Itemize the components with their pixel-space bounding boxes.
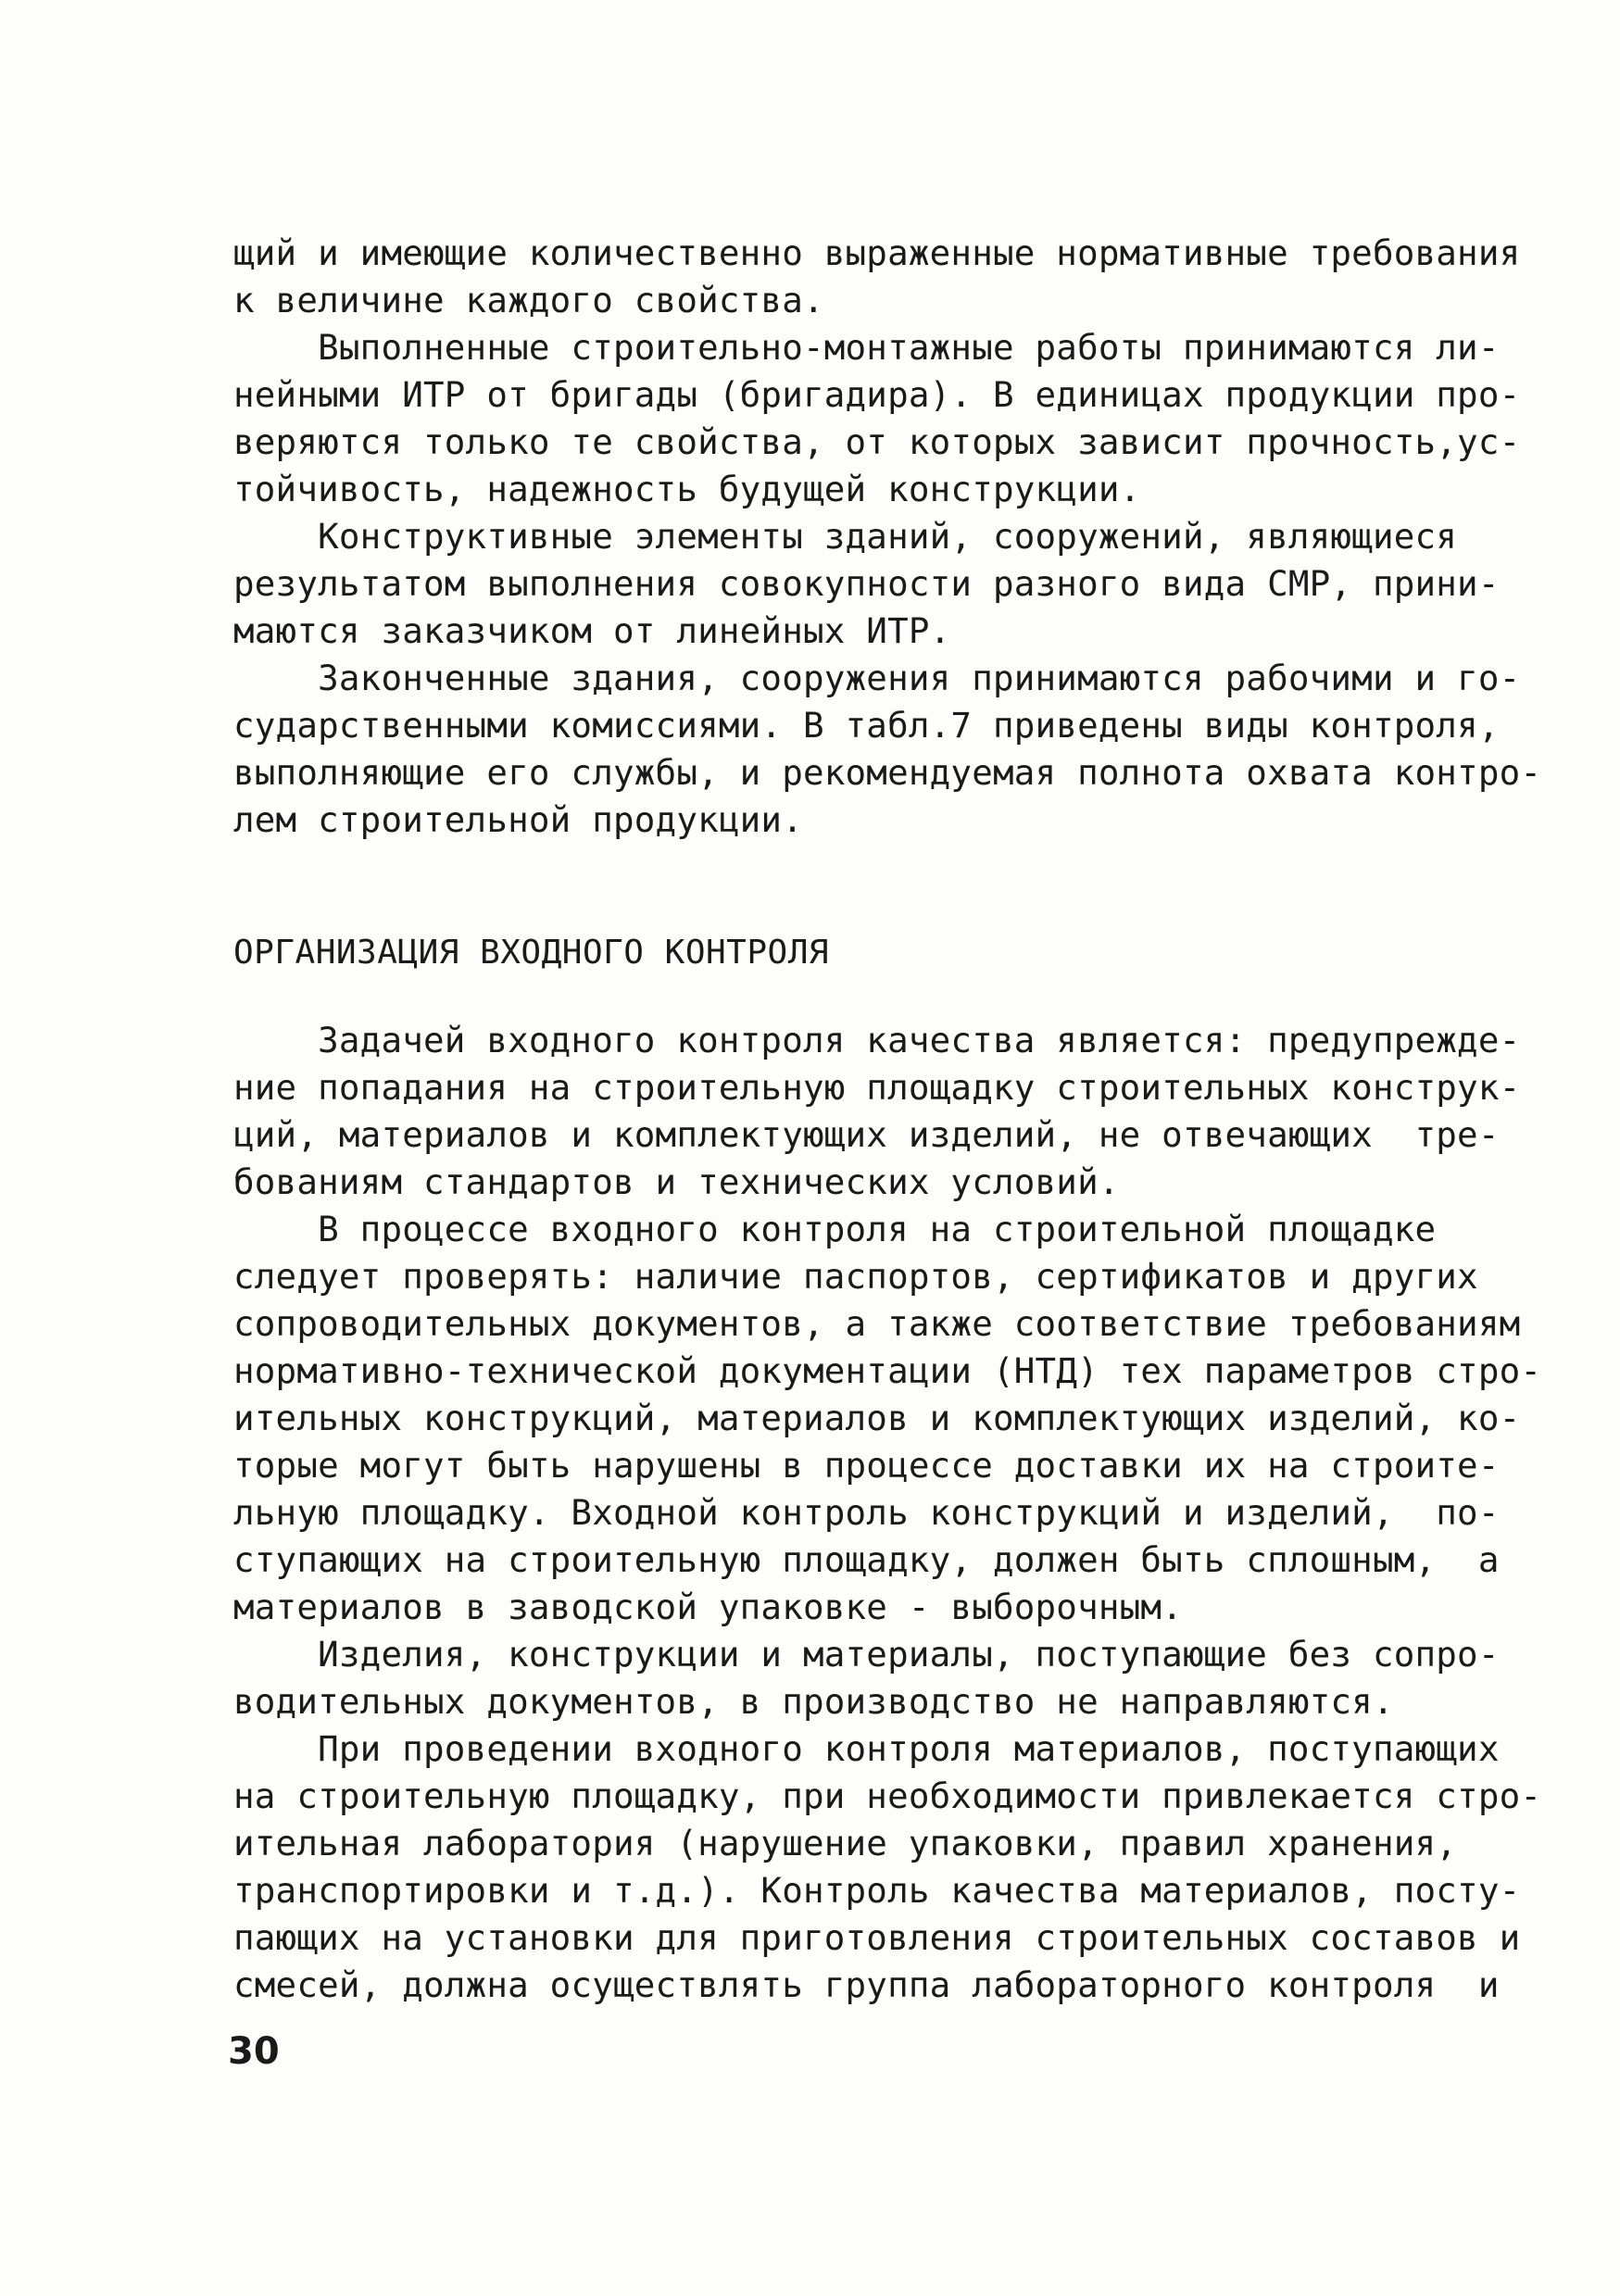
- text-line: пающих на установки для приготовления строительных составов и: [233, 1917, 1521, 1958]
- text-line: сударственными комиссиями. В табл.7 приведены виды контроля,: [233, 705, 1500, 746]
- text-line: льную площадку. Входной контроль конструкций и изделий, по-: [233, 1492, 1500, 1533]
- text-line: Выполненные строительно-монтажные работы принимаются ли-: [233, 327, 1500, 368]
- text-line: тойчивость, надежность будущей конструкции.: [233, 469, 1141, 509]
- text-line: Конструктивные элементы зданий, сооружений, являющиеся: [233, 516, 1458, 557]
- text-line: ступающих на строительную площадку, должен быть сплошным, а: [233, 1539, 1500, 1580]
- text-line: ительная лаборатория (нарушение упаковки, правил хранения,: [233, 1823, 1458, 1863]
- text-line: нейными ИТР от бригады (бригадира). В единицах продукции про-: [233, 374, 1521, 415]
- text-line: веряются только те свойства, от которых зависит прочность,ус-: [233, 421, 1521, 462]
- text-line: ительных конструкций, материалов и комплектующих изделий, ко-: [233, 1398, 1521, 1438]
- text-line: сопроводительных документов, а также соответствие требованиям: [233, 1303, 1521, 1344]
- text-line: Законченные здания, сооружения принимаются рабочими и го-: [233, 658, 1521, 698]
- text-line: ций, материалов и комплектующих изделий, не отвечающих тре-: [233, 1114, 1500, 1155]
- text-line: выполняющие его службы, и рекомендуемая полнота охвата контро-: [233, 752, 1542, 793]
- page-number: 30: [228, 2030, 280, 2073]
- text-line: бованиям стандартов и технических условий.: [233, 1161, 1120, 1202]
- text-line: Задачей входного контроля качества является: предупрежде-: [233, 1020, 1521, 1060]
- top-text-block: [233, 230, 1542, 844]
- text-line: результатом выполнения совокупности разного вида СМР, прини-: [233, 563, 1500, 604]
- text-line: транспортировки и т.д.). Контроль качества материалов, посту-: [233, 1870, 1521, 1911]
- section-heading: ОРГАНИЗАЦИЯ ВХОДНОГО КОНТРОЛЯ: [233, 934, 830, 972]
- text-line: к величине каждого свойства.: [233, 280, 824, 320]
- text-line: на строительную площадку, при необходимости привлекается стро-: [233, 1775, 1542, 1816]
- text-line: Изделия, конструкции и материалы, поступающие без сопро-: [233, 1634, 1500, 1675]
- text-line: водительных документов, в производство не направляются.: [233, 1681, 1394, 1722]
- main-text-block: [233, 1017, 1542, 2009]
- text-line: ние попадания на строительную площадку строительных конструк-: [233, 1067, 1521, 1108]
- text-line: следует проверять: наличие паспортов, сертификатов и других: [233, 1256, 1478, 1297]
- text-line: торые могут быть нарушены в процессе доставки их на строите-: [233, 1445, 1500, 1486]
- text-line: щий и имеющие количественно выраженные нормативные требования: [233, 232, 1521, 273]
- text-line: В процессе входного контроля на строительной площадке: [233, 1209, 1437, 1249]
- text-line: материалов в заводской упаковке - выборочным.: [233, 1587, 1183, 1627]
- text-line: нормативно-технической документации (НТД) тех параметров стро-: [233, 1350, 1542, 1391]
- text-line: смесей, должна осуществлять группа лабораторного контроля и: [233, 1964, 1500, 2005]
- text-line: лем строительной продукции.: [233, 799, 803, 840]
- text-line: маются заказчиком от линейных ИТР.: [233, 610, 951, 651]
- text-line: При проведении входного контроля материалов, поступающих: [233, 1728, 1500, 1769]
